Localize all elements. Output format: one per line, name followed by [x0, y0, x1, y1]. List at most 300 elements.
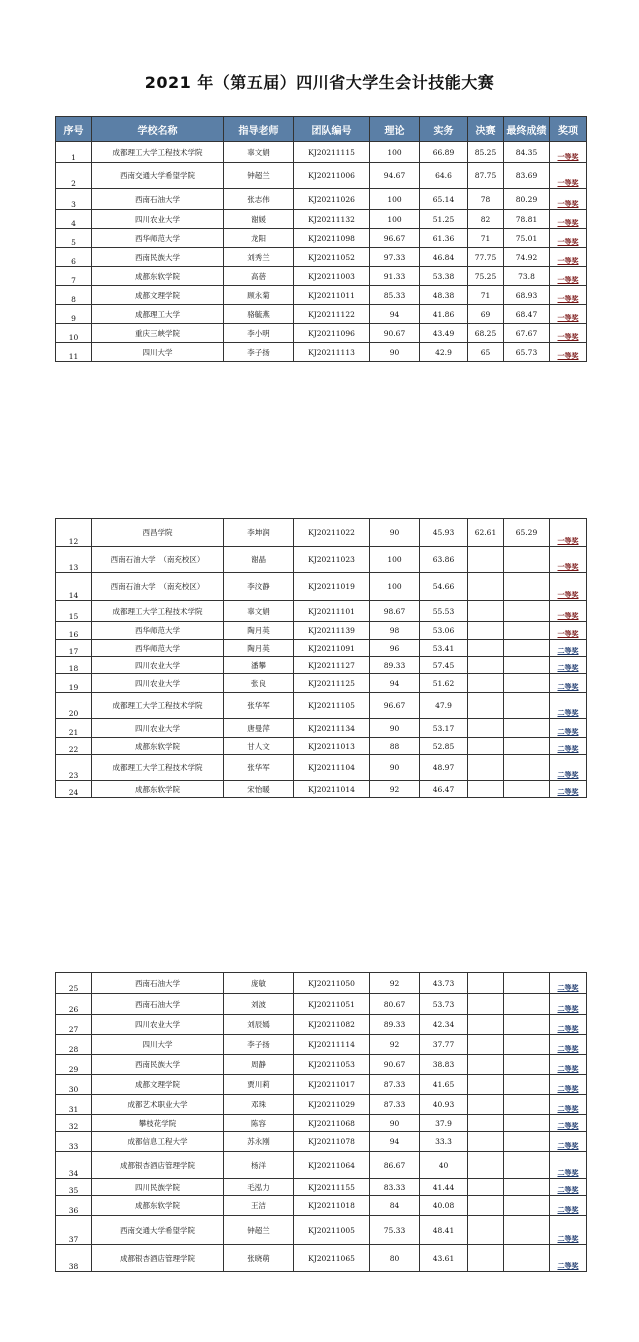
score-cell [504, 547, 550, 573]
award-cell: 二等奖 [550, 755, 587, 781]
theory-cell: 85.33 [370, 286, 420, 305]
theory-cell: 100 [370, 210, 420, 229]
team-cell: KJ20211052 [294, 248, 370, 267]
school-cell: 西华师范大学 [92, 229, 224, 248]
teacher-cell: 张志伟 [224, 189, 294, 210]
header-theory: 理论 [370, 117, 420, 142]
theory-cell: 87.33 [370, 1095, 420, 1115]
theory-cell: 100 [370, 547, 420, 573]
teacher-cell: 张华军 [224, 693, 294, 719]
score-cell [504, 1179, 550, 1196]
table-row [56, 1196, 587, 1216]
seq-cell: 34 [56, 1152, 92, 1179]
theory-cell: 94 [370, 305, 420, 324]
final-cell: 71 [468, 229, 504, 248]
theory-cell: 96.67 [370, 693, 420, 719]
theory-cell: 92 [370, 1035, 420, 1055]
teacher-cell: 钟超兰 [224, 163, 294, 189]
table-row [56, 248, 587, 267]
theory-cell: 100 [370, 189, 420, 210]
practice-cell: 57.45 [420, 657, 468, 674]
teacher-cell: 李子扬 [224, 343, 294, 362]
school-cell: 西昌学院 [92, 519, 224, 547]
school-cell: 成都艺术职业大学 [92, 1095, 224, 1115]
school-cell: 西南石油大学 （南充校区） [92, 547, 224, 573]
seq-cell: 4 [56, 210, 92, 229]
table-row [56, 163, 587, 189]
award-cell: 二等奖 [550, 1035, 587, 1055]
school-cell: 成都东软学院 [92, 781, 224, 798]
team-cell: KJ20211105 [294, 693, 370, 719]
table-row [56, 142, 587, 163]
practice-cell: 37.9 [420, 1115, 468, 1132]
final-cell [468, 573, 504, 601]
table-row [56, 305, 587, 324]
header-final: 决赛 [468, 117, 504, 142]
school-cell: 成都信息工程大学 [92, 1132, 224, 1152]
practice-cell: 42.9 [420, 343, 468, 362]
award-cell: 二等奖 [550, 640, 587, 657]
team-cell: KJ20211113 [294, 343, 370, 362]
teacher-cell: 李小明 [224, 324, 294, 343]
practice-cell: 66.89 [420, 142, 468, 163]
team-cell: KJ20211122 [294, 305, 370, 324]
team-cell: KJ20211078 [294, 1132, 370, 1152]
teacher-cell: 谢媛 [224, 210, 294, 229]
team-cell: KJ20211011 [294, 286, 370, 305]
teacher-cell: 宋怡暖 [224, 781, 294, 798]
award-cell: 二等奖 [550, 674, 587, 693]
final-cell: 87.75 [468, 163, 504, 189]
seq-cell: 10 [56, 324, 92, 343]
practice-cell: 46.84 [420, 248, 468, 267]
score-cell: 67.67 [504, 324, 550, 343]
seq-cell: 20 [56, 693, 92, 719]
theory-cell: 83.33 [370, 1179, 420, 1196]
team-cell: KJ20211125 [294, 674, 370, 693]
teacher-cell: 邓珠 [224, 1095, 294, 1115]
award-cell: 二等奖 [550, 1115, 587, 1132]
seq-cell: 5 [56, 229, 92, 248]
team-cell: KJ20211127 [294, 657, 370, 674]
teacher-cell: 刘辰嫣 [224, 1015, 294, 1035]
seq-cell: 28 [56, 1035, 92, 1055]
final-cell [468, 1115, 504, 1132]
score-cell [504, 781, 550, 798]
final-cell [468, 1245, 504, 1272]
school-cell: 成都银杏酒店管理学院 [92, 1152, 224, 1179]
seq-cell: 27 [56, 1015, 92, 1035]
results-table-part-3 [55, 972, 587, 1272]
team-cell: KJ20211029 [294, 1095, 370, 1115]
practice-cell: 52.85 [420, 738, 468, 755]
school-cell: 四川农业大学 [92, 1015, 224, 1035]
score-cell [504, 1015, 550, 1035]
practice-cell: 38.83 [420, 1055, 468, 1075]
practice-cell: 41.44 [420, 1179, 468, 1196]
theory-cell: 84 [370, 1196, 420, 1216]
team-cell: KJ20211050 [294, 973, 370, 994]
team-cell: KJ20211114 [294, 1035, 370, 1055]
team-cell: KJ20211068 [294, 1115, 370, 1132]
practice-cell: 43.49 [420, 324, 468, 343]
practice-cell: 51.62 [420, 674, 468, 693]
score-cell [504, 1216, 550, 1245]
award-cell: 一等奖 [550, 573, 587, 601]
award-cell: 一等奖 [550, 229, 587, 248]
school-cell: 西南石油大学 [92, 973, 224, 994]
team-cell: KJ20211098 [294, 229, 370, 248]
results-table-part-1 [55, 116, 587, 362]
seq-cell: 23 [56, 755, 92, 781]
teacher-cell: 周静 [224, 1055, 294, 1075]
theory-cell: 97.33 [370, 248, 420, 267]
score-cell [504, 1095, 550, 1115]
table-row [56, 267, 587, 286]
teacher-cell: 刘波 [224, 994, 294, 1015]
practice-cell: 43.61 [420, 1245, 468, 1272]
final-cell [468, 1196, 504, 1216]
theory-cell: 96 [370, 640, 420, 657]
seq-cell: 18 [56, 657, 92, 674]
award-cell: 一等奖 [550, 519, 587, 547]
award-cell: 二等奖 [550, 738, 587, 755]
table-row [56, 1015, 587, 1035]
school-cell: 成都银杏酒店管理学院 [92, 1245, 224, 1272]
table-row [56, 781, 587, 798]
score-cell: 84.35 [504, 142, 550, 163]
team-cell: KJ20211091 [294, 640, 370, 657]
award-cell: 二等奖 [550, 1216, 587, 1245]
award-cell: 二等奖 [550, 1245, 587, 1272]
table-row [56, 1095, 587, 1115]
theory-cell: 90 [370, 755, 420, 781]
table-row [56, 1055, 587, 1075]
final-cell [468, 755, 504, 781]
final-cell [468, 547, 504, 573]
score-cell: 68.93 [504, 286, 550, 305]
header-seq: 序号 [56, 117, 92, 142]
seq-cell: 30 [56, 1075, 92, 1095]
table-row [56, 189, 587, 210]
practice-cell: 41.86 [420, 305, 468, 324]
teacher-cell: 甘人文 [224, 738, 294, 755]
award-cell: 二等奖 [550, 1179, 587, 1196]
school-cell: 四川大学 [92, 1035, 224, 1055]
team-cell: KJ20211053 [294, 1055, 370, 1075]
award-cell: 二等奖 [550, 1075, 587, 1095]
practice-cell: 53.38 [420, 267, 468, 286]
award-cell: 一等奖 [550, 163, 587, 189]
theory-cell: 94.67 [370, 163, 420, 189]
school-cell: 成都理工大学工程技术学院 [92, 755, 224, 781]
team-cell: KJ20211132 [294, 210, 370, 229]
seq-cell: 16 [56, 622, 92, 640]
theory-cell: 92 [370, 973, 420, 994]
award-cell: 二等奖 [550, 973, 587, 994]
practice-cell: 46.47 [420, 781, 468, 798]
practice-cell: 53.41 [420, 640, 468, 657]
final-cell: 78 [468, 189, 504, 210]
table-row [56, 657, 587, 674]
school-cell: 四川大学 [92, 343, 224, 362]
table-row [56, 1179, 587, 1196]
final-cell [468, 640, 504, 657]
seq-cell: 29 [56, 1055, 92, 1075]
school-cell: 攀枝花学院 [92, 1115, 224, 1132]
team-cell: KJ20211139 [294, 622, 370, 640]
score-cell [504, 738, 550, 755]
school-cell: 成都理工大学 [92, 305, 224, 324]
theory-cell: 100 [370, 142, 420, 163]
teacher-cell: 潘攀 [224, 657, 294, 674]
award-cell: 一等奖 [550, 622, 587, 640]
award-cell: 一等奖 [550, 142, 587, 163]
award-cell: 一等奖 [550, 210, 587, 229]
team-cell: KJ20211018 [294, 1196, 370, 1216]
theory-cell: 98 [370, 622, 420, 640]
score-cell: 73.8 [504, 267, 550, 286]
practice-cell: 48.97 [420, 755, 468, 781]
practice-cell: 54.66 [420, 573, 468, 601]
team-cell: KJ20211003 [294, 267, 370, 286]
final-cell: 62.61 [468, 519, 504, 547]
score-cell [504, 973, 550, 994]
teacher-cell: 毛泓力 [224, 1179, 294, 1196]
header-practice: 实务 [420, 117, 468, 142]
theory-cell: 90.67 [370, 1055, 420, 1075]
seq-cell: 21 [56, 719, 92, 738]
score-cell [504, 573, 550, 601]
teacher-cell: 王洁 [224, 1196, 294, 1216]
table-row [56, 640, 587, 657]
seq-cell: 13 [56, 547, 92, 573]
school-cell: 西南石油大学 （南充校区） [92, 573, 224, 601]
teacher-cell: 陶月英 [224, 640, 294, 657]
table-row [56, 601, 587, 622]
final-cell [468, 1015, 504, 1035]
teacher-cell: 高蓓 [224, 267, 294, 286]
score-cell [504, 1035, 550, 1055]
team-cell: KJ20211155 [294, 1179, 370, 1196]
score-cell: 65.73 [504, 343, 550, 362]
teacher-cell: 李汶静 [224, 573, 294, 601]
teacher-cell: 李子扬 [224, 1035, 294, 1055]
table-row [56, 1245, 587, 1272]
award-cell: 二等奖 [550, 693, 587, 719]
practice-cell: 51.25 [420, 210, 468, 229]
teacher-cell: 陶月英 [224, 622, 294, 640]
table-row [56, 210, 587, 229]
table-row [56, 674, 587, 693]
award-cell: 一等奖 [550, 267, 587, 286]
award-cell: 一等奖 [550, 343, 587, 362]
header-award: 奖项 [550, 117, 587, 142]
seq-cell: 38 [56, 1245, 92, 1272]
final-cell [468, 719, 504, 738]
final-cell: 75.25 [468, 267, 504, 286]
seq-cell: 15 [56, 601, 92, 622]
seq-cell: 35 [56, 1179, 92, 1196]
table-row [56, 693, 587, 719]
theory-cell: 89.33 [370, 657, 420, 674]
team-cell: KJ20211017 [294, 1075, 370, 1095]
teacher-cell: 庞敏 [224, 973, 294, 994]
final-cell: 85.25 [468, 142, 504, 163]
practice-cell: 42.34 [420, 1015, 468, 1035]
school-cell: 成都理工大学工程技术学院 [92, 601, 224, 622]
final-cell [468, 781, 504, 798]
table-row [56, 519, 587, 547]
table-row [56, 719, 587, 738]
score-cell [504, 657, 550, 674]
final-cell: 65 [468, 343, 504, 362]
team-cell: KJ20211096 [294, 324, 370, 343]
school-cell: 四川农业大学 [92, 210, 224, 229]
school-cell: 西南石油大学 [92, 994, 224, 1015]
table-header-row [56, 117, 587, 142]
table-row [56, 1132, 587, 1152]
final-cell: 77.75 [468, 248, 504, 267]
practice-cell: 53.06 [420, 622, 468, 640]
team-cell: KJ20211115 [294, 142, 370, 163]
teacher-cell: 辜文娟 [224, 142, 294, 163]
award-cell: 一等奖 [550, 286, 587, 305]
table-row [56, 1035, 587, 1055]
page-title: 2021 年（第五届）四川省大学生会计技能大赛 [144, 73, 495, 92]
award-cell: 二等奖 [550, 994, 587, 1015]
final-cell [468, 1095, 504, 1115]
final-cell [468, 1179, 504, 1196]
theory-cell: 94 [370, 674, 420, 693]
score-cell [504, 693, 550, 719]
score-cell [504, 755, 550, 781]
school-cell: 四川民族学院 [92, 1179, 224, 1196]
award-cell: 二等奖 [550, 1015, 587, 1035]
score-cell [504, 719, 550, 738]
practice-cell: 63.86 [420, 547, 468, 573]
theory-cell: 90 [370, 519, 420, 547]
practice-cell: 43.73 [420, 973, 468, 994]
award-cell: 二等奖 [550, 1196, 587, 1216]
school-cell: 成都文理学院 [92, 1075, 224, 1095]
seq-cell: 24 [56, 781, 92, 798]
teacher-cell: 顾永菊 [224, 286, 294, 305]
theory-cell: 90 [370, 719, 420, 738]
theory-cell: 75.33 [370, 1216, 420, 1245]
seq-cell: 26 [56, 994, 92, 1015]
teacher-cell: 唐曼萍 [224, 719, 294, 738]
table-row [56, 1152, 587, 1179]
team-cell: KJ20211101 [294, 601, 370, 622]
practice-cell: 41.65 [420, 1075, 468, 1095]
award-cell: 二等奖 [550, 1152, 587, 1179]
header-school: 学校名称 [92, 117, 224, 142]
teacher-cell: 龙阳 [224, 229, 294, 248]
team-cell: KJ20211065 [294, 1245, 370, 1272]
table-row [56, 343, 587, 362]
theory-cell: 98.67 [370, 601, 420, 622]
award-cell: 一等奖 [550, 248, 587, 267]
seq-cell: 14 [56, 573, 92, 601]
score-cell: 80.29 [504, 189, 550, 210]
practice-cell: 48.41 [420, 1216, 468, 1245]
teacher-cell: 谢晶 [224, 547, 294, 573]
practice-cell: 48.38 [420, 286, 468, 305]
header-score: 最终成绩 [504, 117, 550, 142]
final-cell [468, 1035, 504, 1055]
score-cell: 78.81 [504, 210, 550, 229]
practice-cell: 53.73 [420, 994, 468, 1015]
teacher-cell: 辜文娟 [224, 601, 294, 622]
seq-cell: 7 [56, 267, 92, 286]
table-row [56, 286, 587, 305]
team-cell: KJ20211013 [294, 738, 370, 755]
score-cell [504, 601, 550, 622]
practice-cell: 33.3 [420, 1132, 468, 1152]
team-cell: KJ20211022 [294, 519, 370, 547]
final-cell [468, 1055, 504, 1075]
theory-cell: 87.33 [370, 1075, 420, 1095]
school-cell: 西华师范大学 [92, 640, 224, 657]
score-cell [504, 1152, 550, 1179]
table-row [56, 547, 587, 573]
seq-cell: 12 [56, 519, 92, 547]
table-row [56, 738, 587, 755]
award-cell: 二等奖 [550, 1132, 587, 1152]
theory-cell: 80.67 [370, 994, 420, 1015]
table-row [56, 755, 587, 781]
practice-cell: 40 [420, 1152, 468, 1179]
seq-cell: 2 [56, 163, 92, 189]
final-cell [468, 973, 504, 994]
team-cell: KJ20211023 [294, 547, 370, 573]
practice-cell: 37.77 [420, 1035, 468, 1055]
team-cell: KJ20211019 [294, 573, 370, 601]
teacher-cell: 张晓萌 [224, 1245, 294, 1272]
practice-cell: 53.17 [420, 719, 468, 738]
school-cell: 西华师范大学 [92, 622, 224, 640]
teacher-cell: 刘秀兰 [224, 248, 294, 267]
team-cell: KJ20211064 [294, 1152, 370, 1179]
table-row [56, 573, 587, 601]
final-cell [468, 1075, 504, 1095]
seq-cell: 1 [56, 142, 92, 163]
table-row [56, 973, 587, 994]
final-cell: 68.25 [468, 324, 504, 343]
seq-cell: 3 [56, 189, 92, 210]
theory-cell: 92 [370, 781, 420, 798]
seq-cell: 25 [56, 973, 92, 994]
practice-cell: 47.9 [420, 693, 468, 719]
teacher-cell: 苏永刚 [224, 1132, 294, 1152]
school-cell: 成都文理学院 [92, 286, 224, 305]
teacher-cell: 张良 [224, 674, 294, 693]
theory-cell: 90 [370, 343, 420, 362]
score-cell [504, 1196, 550, 1216]
final-cell [468, 674, 504, 693]
final-cell: 69 [468, 305, 504, 324]
practice-cell: 61.36 [420, 229, 468, 248]
team-cell: KJ20211005 [294, 1216, 370, 1245]
final-cell [468, 1132, 504, 1152]
seq-cell: 32 [56, 1115, 92, 1132]
school-cell: 成都东软学院 [92, 267, 224, 286]
seq-cell: 6 [56, 248, 92, 267]
award-cell: 一等奖 [550, 189, 587, 210]
score-cell [504, 674, 550, 693]
final-cell [468, 738, 504, 755]
